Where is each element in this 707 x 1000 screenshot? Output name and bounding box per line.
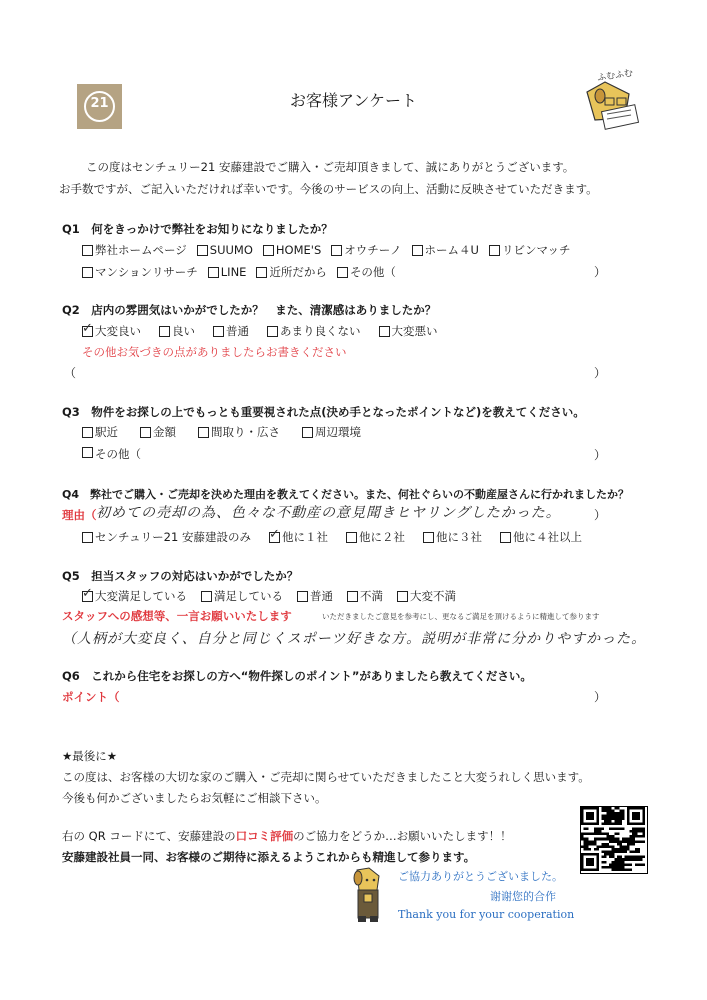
checkbox[interactable] bbox=[267, 326, 278, 337]
q4-close-paren: ） bbox=[594, 508, 607, 522]
thanks-ja: ご協力ありがとうございました。 bbox=[398, 870, 563, 883]
q1-options-row1 bbox=[82, 242, 571, 258]
q5-option[interactable]: 大変不満 bbox=[397, 588, 456, 604]
q1-option[interactable]: オウチーノ bbox=[331, 242, 401, 258]
checkbox[interactable] bbox=[213, 326, 224, 337]
q3-option[interactable]: 金額 bbox=[140, 424, 176, 440]
checkbox[interactable] bbox=[423, 532, 434, 543]
checkbox[interactable] bbox=[198, 427, 209, 438]
checkbox[interactable] bbox=[263, 245, 274, 256]
q1-option[interactable]: HOME'S bbox=[263, 242, 321, 258]
q5-answer: （人柄が大変良く、自分と同じくスポーツ好きな方。説明が非常に分かりやすかった。 bbox=[62, 631, 647, 647]
q2-option[interactable]: 良い bbox=[159, 323, 195, 339]
checkbox-checked[interactable] bbox=[82, 326, 93, 337]
q3-label: Q3 物件をお探しの上でもっとも重要視された点(決め手となったポイントなど)を教えてください。 bbox=[62, 405, 585, 419]
intro-line-1: この度はセンチュリー21 安藤建設でご購入・ご売却頂きまして、誠にありがとうございます。 bbox=[86, 160, 575, 174]
century21-logo: 21 bbox=[77, 84, 122, 129]
thanks-en: Thank you for your cooperation bbox=[398, 908, 575, 921]
q1-close-paren: ） bbox=[594, 265, 607, 279]
q5-option[interactable]: 不満 bbox=[347, 588, 383, 604]
checkbox[interactable] bbox=[347, 591, 358, 602]
q5-option[interactable]: 満足している bbox=[201, 588, 283, 604]
mascot-thinking-icon: ふむふむ bbox=[575, 60, 645, 140]
q6-close-paren: ） bbox=[594, 690, 607, 704]
q4-option[interactable]: ✓ 他に１社 bbox=[269, 529, 328, 545]
checkbox[interactable] bbox=[346, 532, 357, 543]
q2-open-paren: （ bbox=[64, 366, 77, 380]
checkbox[interactable] bbox=[197, 245, 208, 256]
q1-options-row2 bbox=[82, 264, 396, 280]
q2-close-paren: ） bbox=[594, 366, 607, 380]
q4-label: Q4 弊社でご購入・ご売却を決めた理由を教えてください。また、何社ぐらいの不動産屋さんに行かれましたか？ bbox=[62, 488, 630, 501]
checkbox[interactable] bbox=[489, 245, 500, 256]
checkbox[interactable] bbox=[159, 326, 170, 337]
page-title: お客様アンケート bbox=[289, 91, 418, 110]
checkbox[interactable] bbox=[379, 326, 390, 337]
q1-option[interactable]: リビンマッチ bbox=[489, 242, 571, 258]
checkbox[interactable] bbox=[82, 427, 93, 438]
q2-option[interactable]: ✓ 大変良い bbox=[82, 323, 141, 339]
q4-option[interactable]: 他に４社以上 bbox=[500, 529, 582, 545]
q3-option[interactable]: 間取り・広さ bbox=[198, 424, 280, 440]
checkbox[interactable] bbox=[201, 591, 212, 602]
q5-note-small: いただきましたご意見を参考にし、更なるご満足を頂けるように精進して参ります bbox=[322, 612, 600, 621]
checkbox-checked[interactable] bbox=[269, 532, 280, 543]
q4-option[interactable]: センチュリー21 安藤建設のみ bbox=[82, 529, 251, 545]
checkbox-checked[interactable] bbox=[82, 591, 93, 602]
closing-line-1: この度は、お客様の大切な家のご購入・ご売却に関らせていただきましたこと大変うれしく思います。 bbox=[62, 770, 590, 784]
q4-reason-answer: 初めての売却の為、色々な不動産の意見聞きヒヤリングしたかった。 bbox=[96, 505, 561, 521]
q4-option[interactable]: 他に２社 bbox=[346, 529, 405, 545]
checkbox[interactable] bbox=[500, 532, 511, 543]
qr-request-line: 右の QR コードにて、安藤建設の口コミ評価のご協力をどうか…お願いいたします！！ bbox=[62, 829, 512, 843]
checkbox[interactable] bbox=[208, 267, 219, 278]
q2-options bbox=[82, 323, 438, 339]
closing-heading: ★最後に★ bbox=[62, 749, 118, 763]
checkbox[interactable] bbox=[140, 427, 151, 438]
q5-note: スタッフへの感想等、一言お願いいたします bbox=[62, 609, 292, 623]
thanks-zh: 谢谢您的合作 bbox=[490, 890, 556, 903]
q3-options-row1 bbox=[82, 424, 361, 440]
checkbox[interactable] bbox=[297, 591, 308, 602]
checkbox[interactable] bbox=[256, 267, 267, 278]
intro-line-2: お手数ですが、ご記入いただければ幸いです。今後のサービスの向上、活動に反映させていただきます。 bbox=[59, 182, 598, 196]
q1-option[interactable]: ホーム４U bbox=[412, 242, 479, 258]
q5-label: Q5 担当スタッフの対応はいかがでしたか？ bbox=[62, 569, 299, 583]
q2-note: その他お気づきの点がありましたらお書きください bbox=[82, 345, 347, 359]
q3-option[interactable]: 周辺環境 bbox=[302, 424, 361, 440]
q5-option[interactable]: ✓ 大変満足している bbox=[82, 588, 187, 604]
q1-label: Q1 何をきっかけで弊社をお知りになりましたか？ bbox=[62, 222, 333, 236]
q4-reason-label: 理由（ bbox=[62, 508, 97, 522]
q3-close-paren: ） bbox=[594, 448, 607, 462]
checkbox[interactable] bbox=[302, 427, 313, 438]
q5-option[interactable]: 普通 bbox=[297, 588, 333, 604]
q1-option[interactable]: その他（ bbox=[337, 264, 396, 280]
q1-option[interactable]: LINE bbox=[208, 264, 247, 280]
q3-option[interactable]: 駅近 bbox=[82, 424, 118, 440]
checkbox[interactable] bbox=[82, 447, 93, 458]
checkbox[interactable] bbox=[397, 591, 408, 602]
q6-label: Q6 これから住宅をお探しの方へ“物件探しのポイント”がありましたら教えてください。 bbox=[62, 669, 532, 683]
q3-option-other[interactable]: その他（ bbox=[82, 446, 141, 462]
q4-option[interactable]: 他に３社 bbox=[423, 529, 482, 545]
checkbox[interactable] bbox=[412, 245, 423, 256]
checkbox[interactable] bbox=[337, 267, 348, 278]
checkbox[interactable] bbox=[82, 532, 93, 543]
q2-option[interactable]: あまり良くない bbox=[267, 323, 361, 339]
closing-final-line: 安藤建設社員一同、お客様のご期待に添えるようこれからも精進して参ります。 bbox=[62, 850, 476, 864]
mascot-bowing-icon bbox=[347, 866, 387, 926]
q1-option[interactable]: マンションリサーチ bbox=[82, 264, 198, 280]
checkbox[interactable] bbox=[82, 267, 93, 278]
q2-option[interactable]: 普通 bbox=[213, 323, 249, 339]
q6-point-label: ポイント（ bbox=[62, 690, 120, 704]
q5-options bbox=[82, 588, 456, 604]
qr-code[interactable] bbox=[580, 806, 648, 874]
q4-options bbox=[82, 529, 582, 545]
q1-option[interactable]: 近所だから bbox=[256, 264, 327, 280]
q2-label: Q2 店内の雰囲気はいかがでしたか？ また、清潔感はありましたか？ bbox=[62, 303, 437, 317]
checkbox[interactable] bbox=[82, 245, 93, 256]
q1-option[interactable]: SUUMO bbox=[197, 242, 253, 258]
q2-option[interactable]: 大変悪い bbox=[379, 323, 438, 339]
checkbox[interactable] bbox=[331, 245, 342, 256]
q1-option[interactable]: 弊社ホームページ bbox=[82, 242, 187, 258]
closing-line-2: 今後も何かございましたらお気軽にご相談下さい。 bbox=[62, 791, 327, 805]
